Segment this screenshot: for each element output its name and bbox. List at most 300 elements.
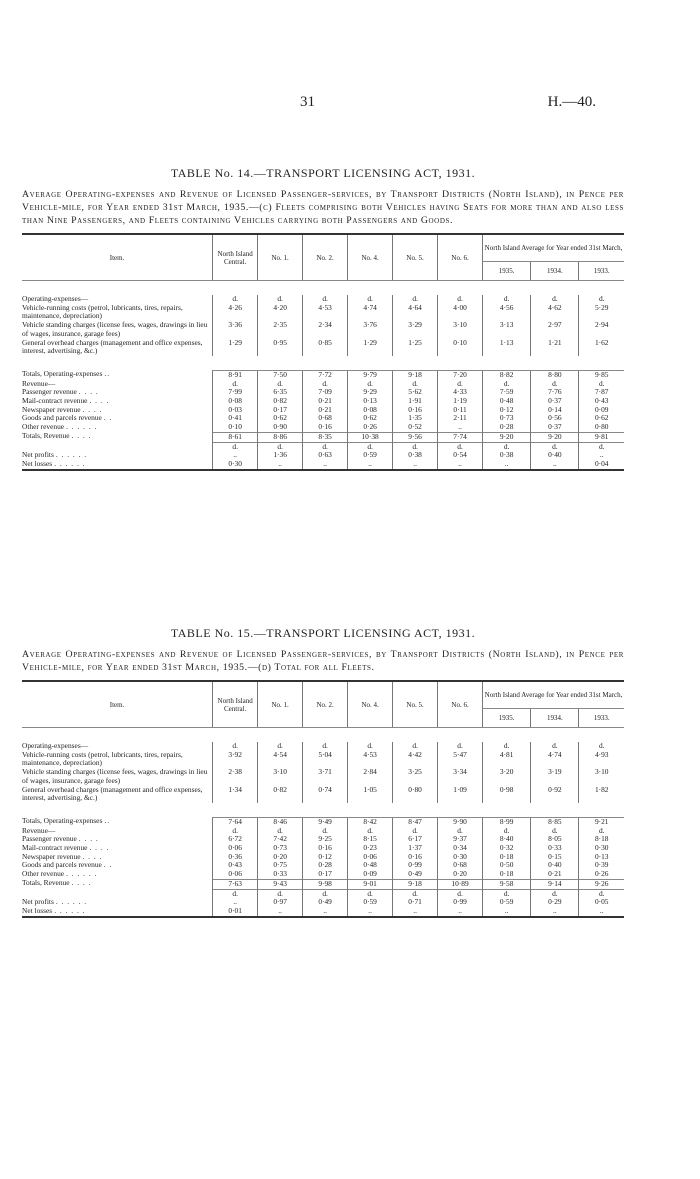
value-cell: 0·21 — [303, 397, 348, 406]
value-cell: 0·06 — [213, 870, 258, 879]
value-cell: 7·20 — [438, 370, 483, 379]
dot-leaders: .. — [104, 816, 111, 826]
value-cell: 0·34 — [438, 844, 483, 853]
row-label-text: Net losses — [22, 905, 53, 915]
table-subtitle: Average Operating-expenses and Revenue of Licensed Passenger-services, by Transport Districts (North Island), in Pence per Vehicle-mile, for Year ended 31st March, 1935.—(c) Fleets comprising both Vehicles having Seats for more than and also less than Nine Passengers, and Fleets containing Vehicles carrying both Passengers and Goods. — [22, 189, 624, 226]
row-label-text: Vehicle-running costs (petrol, lubricants, tires, repairs, maintenance, depreciation) — [22, 749, 183, 768]
value-cell: 1·29 — [348, 339, 393, 356]
unit-cell: d. — [213, 442, 258, 451]
column-header-average: North Island Average for Year ended 31st March, — [483, 234, 624, 262]
value-cell: 0·68 — [303, 414, 348, 423]
row-label-text: Totals, Operating-expenses — [22, 816, 103, 826]
revenue-total-row — [22, 879, 624, 889]
value-cell: 0·59 — [348, 898, 393, 907]
value-cell: 0·04 — [579, 460, 624, 470]
value-cell: 5·47 — [438, 751, 483, 768]
value-cell: 0·30 — [213, 460, 258, 470]
value-cell: 0·37 — [531, 423, 579, 432]
value-cell: 9·26 — [579, 879, 624, 889]
value-cell: 0·10 — [438, 339, 483, 356]
value-cell: .. — [348, 460, 393, 470]
dot-leaders: . . . . — [71, 431, 92, 441]
unit-cell: d. — [531, 889, 579, 898]
net-losses-row — [22, 460, 624, 470]
unit-cell: d. — [258, 889, 303, 898]
value-cell: 9·49 — [303, 817, 348, 826]
value-cell: 0·18 — [483, 870, 531, 879]
unit-cell: d. — [483, 742, 531, 751]
value-cell: 7·87 — [579, 388, 624, 397]
value-cell: 0·29 — [531, 898, 579, 907]
value-cell: 9·79 — [348, 370, 393, 379]
row-label-text: Net profits — [22, 897, 54, 907]
value-cell: 0·43 — [579, 397, 624, 406]
value-cell: 4·42 — [393, 751, 438, 768]
dot-leaders: . . . . — [78, 387, 99, 397]
value-cell: 0·95 — [258, 339, 303, 356]
value-cell: 7·72 — [303, 370, 348, 379]
row-label — [22, 786, 213, 803]
value-cell: 3·20 — [483, 768, 531, 785]
value-cell: 0·52 — [393, 423, 438, 432]
unit-cell: d. — [258, 442, 303, 451]
value-cell: 2·11 — [438, 414, 483, 423]
value-cell: 0·03 — [213, 406, 258, 415]
row-label-text: Net losses — [22, 458, 53, 468]
value-cell: 7·63 — [213, 879, 258, 889]
value-cell: 0·98 — [483, 786, 531, 803]
unit-cell: d. — [483, 889, 531, 898]
value-cell: 1·91 — [393, 397, 438, 406]
value-cell: 0·16 — [303, 423, 348, 432]
value-cell: 8·15 — [348, 835, 393, 844]
value-cell: .. — [348, 907, 393, 917]
unit-cell: d. — [579, 827, 624, 836]
table-15-section — [22, 626, 624, 918]
dot-leaders: . . . . — [82, 404, 103, 414]
value-cell: 0·63 — [303, 451, 348, 460]
unit-cell: d. — [438, 380, 483, 389]
row-label-text: Vehicle standing charges (license fees, wages, drawings in lieu of wages, insurance, garage fees) — [22, 767, 208, 785]
value-cell: 3·71 — [303, 768, 348, 785]
value-cell: 2·94 — [579, 321, 624, 338]
value-cell: 3·29 — [393, 321, 438, 338]
value-cell: 0·01 — [213, 907, 258, 917]
row-label-text: Mail-contract revenue — [22, 843, 88, 853]
column-header-average: North Island Average for Year ended 31st March, — [483, 681, 624, 709]
expense-row — [22, 751, 624, 768]
value-cell: 8·42 — [348, 817, 393, 826]
value-cell: .. — [579, 451, 624, 460]
row-label-text: Totals, Operating-expenses — [22, 369, 103, 379]
value-cell: 6·17 — [393, 835, 438, 844]
value-cell: 4·53 — [348, 751, 393, 768]
row-label-text: Net profits — [22, 450, 54, 460]
value-cell: 0·30 — [579, 844, 624, 853]
unit-cell: d. — [303, 380, 348, 389]
column-header-1934: 1934. — [531, 709, 579, 728]
column-header-district-4: No. 4. — [348, 234, 393, 281]
value-cell: 9·81 — [579, 432, 624, 442]
value-cell: 3·10 — [258, 768, 303, 785]
value-cell: 9·37 — [438, 835, 483, 844]
value-cell: 0·10 — [213, 423, 258, 432]
unit-cell: d. — [531, 742, 579, 751]
value-cell: 0·48 — [348, 861, 393, 870]
value-cell: 4·81 — [483, 751, 531, 768]
value-cell: 0·06 — [213, 844, 258, 853]
value-cell: 0·73 — [258, 844, 303, 853]
value-cell: 10·89 — [438, 879, 483, 889]
value-cell: 4·93 — [579, 751, 624, 768]
value-cell: 0·13 — [348, 397, 393, 406]
expense-row — [22, 768, 624, 785]
value-cell: 0·20 — [438, 870, 483, 879]
value-cell: 4·33 — [438, 388, 483, 397]
value-cell: 1·82 — [579, 786, 624, 803]
value-cell: 0·21 — [531, 870, 579, 879]
dot-leaders: . . . . — [89, 396, 110, 406]
value-cell: 4·54 — [258, 751, 303, 768]
row-label-text: Other revenue — [22, 422, 65, 432]
value-cell: 0·33 — [531, 844, 579, 853]
value-cell: 1·35 — [393, 414, 438, 423]
row-label-text: Totals, Revenue — [22, 431, 70, 441]
unit-cell: d. — [438, 442, 483, 451]
value-cell: 3·10 — [579, 768, 624, 785]
unit-cell: d. — [348, 295, 393, 304]
dot-leaders: .. — [104, 369, 111, 379]
value-cell: 7·99 — [213, 388, 258, 397]
value-cell: 0·85 — [303, 339, 348, 356]
unit-cell: d. — [258, 742, 303, 751]
row-label: Revenue— — [22, 825, 56, 835]
row-label-text: Totals, Revenue — [22, 878, 70, 888]
value-cell: 0·80 — [393, 786, 438, 803]
value-cell: 10·38 — [348, 432, 393, 442]
unit-cell: d. — [348, 442, 393, 451]
value-cell: 0·08 — [348, 406, 393, 415]
value-cell: 9·20 — [483, 432, 531, 442]
unit-cell: d. — [393, 295, 438, 304]
value-cell: 2·35 — [258, 321, 303, 338]
dot-leaders: . . . . . . — [54, 905, 86, 915]
column-header-1934: 1934. — [531, 262, 579, 281]
unit-cell: d. — [303, 742, 348, 751]
value-cell: 3·36 — [213, 321, 258, 338]
row-label-text: General overhead charges (management and office expenses, interest, advertising, &c.) — [22, 337, 203, 356]
value-cell: 8·61 — [213, 432, 258, 442]
value-cell: 6·35 — [258, 388, 303, 397]
unit-cell: d. — [579, 442, 624, 451]
row-label — [22, 907, 213, 917]
row-label — [22, 304, 213, 321]
dot-leaders: . . . . — [82, 851, 103, 861]
value-cell: .. — [213, 451, 258, 460]
data-table — [22, 680, 624, 918]
column-header-district-2: No. 2. — [303, 681, 348, 728]
value-cell: 7·74 — [438, 432, 483, 442]
value-cell: 0·80 — [579, 423, 624, 432]
value-cell: 8·80 — [531, 370, 579, 379]
value-cell: 3·34 — [438, 768, 483, 785]
value-cell: 0·26 — [348, 423, 393, 432]
value-cell: 2·34 — [303, 321, 348, 338]
value-cell: 0·28 — [303, 861, 348, 870]
dot-leaders: . . . . . . — [66, 869, 98, 879]
value-cell: 9·90 — [438, 817, 483, 826]
row-label-text: Vehicle standing charges (license fees, wages, drawings in lieu of wages, insurance, garage fees) — [22, 320, 208, 338]
value-cell: 9·58 — [483, 879, 531, 889]
column-header-district-1: No. 1. — [258, 681, 303, 728]
table-title: TABLE No. 14.—TRANSPORT LICENSING ACT, 1931. — [170, 166, 476, 180]
column-header-1933: 1933. — [579, 262, 624, 281]
value-cell: .. — [483, 460, 531, 470]
unit-cell: d. — [393, 889, 438, 898]
unit-cell: d. — [438, 889, 483, 898]
unit-cell: d. — [438, 295, 483, 304]
unit-cell: d. — [393, 827, 438, 836]
value-cell: 3·92 — [213, 751, 258, 768]
value-cell: 2·97 — [531, 321, 579, 338]
value-cell: 9·20 — [531, 432, 579, 442]
unit-cell: d. — [579, 742, 624, 751]
unit-cell: d. — [438, 827, 483, 836]
value-cell: .. — [531, 460, 579, 470]
value-cell: 0·12 — [303, 853, 348, 862]
unit-cell: d. — [213, 295, 258, 304]
value-cell: 1·29 — [213, 339, 258, 356]
value-cell: 0·41 — [213, 414, 258, 423]
unit-cell: d. — [348, 889, 393, 898]
dot-leaders: . . — [103, 413, 113, 423]
dot-leaders: . . — [103, 860, 113, 870]
unit-cell: d. — [531, 827, 579, 836]
value-cell: 1·37 — [393, 844, 438, 853]
value-cell: 7·50 — [258, 370, 303, 379]
value-cell: 9·98 — [303, 879, 348, 889]
value-cell: 0·38 — [393, 451, 438, 460]
value-cell: 0·32 — [483, 844, 531, 853]
value-cell: 0·17 — [303, 870, 348, 879]
row-label-text: Other revenue — [22, 869, 65, 879]
row-label — [22, 432, 213, 442]
value-cell: .. — [258, 907, 303, 917]
value-cell: 3·10 — [438, 321, 483, 338]
value-cell: 1·09 — [438, 786, 483, 803]
value-cell: 9·18 — [393, 370, 438, 379]
row-label: Operating-expenses— — [22, 741, 89, 750]
row-label-text: General overhead charges (management and office expenses, interest, advertising, &c.) — [22, 784, 203, 803]
parliamentary-paper-reference: H.—40. — [547, 94, 596, 110]
table-title: TABLE No. 15.—TRANSPORT LICENSING ACT, 1931. — [170, 626, 476, 640]
net-losses-row — [22, 907, 624, 917]
column-header-district-6: No. 6. — [438, 234, 483, 281]
value-cell: 1·25 — [393, 339, 438, 356]
unit-cell: d. — [258, 380, 303, 389]
dot-leaders: . . . . — [78, 834, 99, 844]
revenue-total-row — [22, 432, 624, 442]
value-cell: 7·64 — [213, 817, 258, 826]
value-cell: 0·06 — [348, 853, 393, 862]
value-cell: 7·76 — [531, 388, 579, 397]
value-cell: 0·48 — [483, 397, 531, 406]
value-cell: 8·35 — [303, 432, 348, 442]
unit-cell: d. — [348, 380, 393, 389]
value-cell: 0·33 — [258, 870, 303, 879]
value-cell: 8·86 — [258, 432, 303, 442]
row-label-text: Vehicle-running costs (petrol, lubricants, tires, repairs, maintenance, depreciation) — [22, 302, 183, 321]
value-cell: 0·28 — [483, 423, 531, 432]
value-cell: 0·30 — [438, 853, 483, 862]
value-cell: 6·72 — [213, 835, 258, 844]
value-cell: .. — [213, 898, 258, 907]
value-cell: 1·36 — [258, 451, 303, 460]
value-cell: 0·43 — [213, 861, 258, 870]
expense-row — [22, 786, 624, 803]
value-cell: 0·18 — [483, 853, 531, 862]
row-label — [22, 879, 213, 889]
value-cell: 0·40 — [531, 861, 579, 870]
value-cell: 0·15 — [531, 853, 579, 862]
value-cell: .. — [438, 460, 483, 470]
value-cell: 0·14 — [531, 406, 579, 415]
value-cell: 8·82 — [483, 370, 531, 379]
dot-leaders: . . . . . . — [54, 458, 86, 468]
value-cell: 0·20 — [258, 853, 303, 862]
value-cell: 9·18 — [393, 879, 438, 889]
value-cell: 2·38 — [213, 768, 258, 785]
data-table — [22, 233, 624, 471]
value-cell: 8·18 — [579, 835, 624, 844]
value-cell: 3·76 — [348, 321, 393, 338]
dot-leaders: . . . . — [71, 878, 92, 888]
value-cell: 0·82 — [258, 786, 303, 803]
unit-cell: d. — [303, 889, 348, 898]
value-cell: 0·11 — [438, 406, 483, 415]
value-cell: 9·25 — [303, 835, 348, 844]
dot-leaders: . . . . . . — [55, 450, 88, 460]
value-cell: 2·84 — [348, 768, 393, 785]
unit-cell: d. — [348, 742, 393, 751]
row-label-text: Mail-contract revenue — [22, 396, 88, 406]
expense-row — [22, 339, 624, 356]
value-cell: 0·09 — [579, 406, 624, 415]
dot-leaders: . . . . . . — [66, 422, 98, 432]
column-header-district-4: No. 4. — [348, 681, 393, 728]
value-cell: 0·54 — [438, 451, 483, 460]
value-cell: 4·74 — [348, 304, 393, 321]
value-cell: 0·74 — [303, 786, 348, 803]
value-cell: 9·29 — [348, 388, 393, 397]
column-header-district-5: No. 5. — [393, 234, 438, 281]
value-cell: 1·05 — [348, 786, 393, 803]
value-cell: 9·21 — [579, 817, 624, 826]
expense-row — [22, 304, 624, 321]
row-label-text: Goods and parcels revenue — [22, 413, 102, 423]
value-cell: 0·23 — [348, 844, 393, 853]
row-label — [22, 321, 213, 338]
value-cell: 0·82 — [258, 397, 303, 406]
value-cell: 1·19 — [438, 397, 483, 406]
value-cell: 0·75 — [258, 861, 303, 870]
row-label: Revenue— — [22, 378, 56, 388]
unit-cell: d. — [483, 827, 531, 836]
value-cell: 9·14 — [531, 879, 579, 889]
unit-cell: d. — [438, 742, 483, 751]
value-cell: 4·56 — [483, 304, 531, 321]
value-cell: .. — [303, 907, 348, 917]
unit-cell: d. — [303, 442, 348, 451]
table-subtitle: Average Operating-expenses and Revenue of Licensed Passenger-services, by Transport Districts (North Island), in Pence per Vehicle-mile, for Year ended 31st March, 1935.—(d) Total for all Fleets. — [22, 649, 624, 673]
unit-cell: d. — [213, 380, 258, 389]
value-cell: 0·99 — [393, 861, 438, 870]
value-cell: 4·74 — [531, 751, 579, 768]
value-cell: 0·71 — [393, 898, 438, 907]
column-header-district-6: No. 6. — [438, 681, 483, 728]
value-cell: 7·09 — [303, 388, 348, 397]
value-cell: 0·50 — [483, 861, 531, 870]
column-header-1933: 1933. — [579, 709, 624, 728]
value-cell: 7·59 — [483, 388, 531, 397]
value-cell: 8·05 — [531, 835, 579, 844]
column-header-1935: 1935. — [483, 709, 531, 728]
value-cell: .. — [393, 907, 438, 917]
unit-cell: d. — [393, 442, 438, 451]
value-cell: 0·36 — [213, 853, 258, 862]
value-cell: 3·13 — [483, 321, 531, 338]
value-cell: 4·64 — [393, 304, 438, 321]
value-cell: 0·39 — [579, 861, 624, 870]
row-label — [22, 460, 213, 470]
value-cell: 0·90 — [258, 423, 303, 432]
unit-cell: d. — [579, 889, 624, 898]
row-label — [22, 751, 213, 768]
value-cell: 9·85 — [579, 370, 624, 379]
value-cell: 0·97 — [258, 898, 303, 907]
value-cell: 0·99 — [438, 898, 483, 907]
value-cell: 0·12 — [483, 406, 531, 415]
row-label-text: Goods and parcels revenue — [22, 860, 102, 870]
row-label-text: Newspaper revenue — [22, 851, 81, 861]
unit-cell: d. — [258, 827, 303, 836]
value-cell: 8·85 — [531, 817, 579, 826]
value-cell: 3·25 — [393, 768, 438, 785]
value-cell: 0·49 — [303, 898, 348, 907]
row-label-text: Newspaper revenue — [22, 404, 81, 414]
value-cell: 0·92 — [531, 786, 579, 803]
value-cell: .. — [393, 460, 438, 470]
column-header-item: Item. — [22, 681, 213, 728]
unit-cell: d. — [579, 295, 624, 304]
value-cell: 7·42 — [258, 835, 303, 844]
revenue-row — [22, 423, 624, 432]
row-label — [22, 768, 213, 785]
row-label-text: Passenger revenue — [22, 387, 77, 397]
unit-cell: d. — [303, 827, 348, 836]
value-cell: 8·91 — [213, 370, 258, 379]
value-cell: .. — [303, 460, 348, 470]
value-cell: 0·05 — [579, 898, 624, 907]
value-cell: 0·16 — [393, 406, 438, 415]
value-cell: 4·20 — [258, 304, 303, 321]
value-cell: .. — [258, 460, 303, 470]
value-cell: 1·13 — [483, 339, 531, 356]
unit-cell: d. — [579, 380, 624, 389]
value-cell: 4·26 — [213, 304, 258, 321]
value-cell: 0·73 — [483, 414, 531, 423]
unit-cell: d. — [258, 295, 303, 304]
